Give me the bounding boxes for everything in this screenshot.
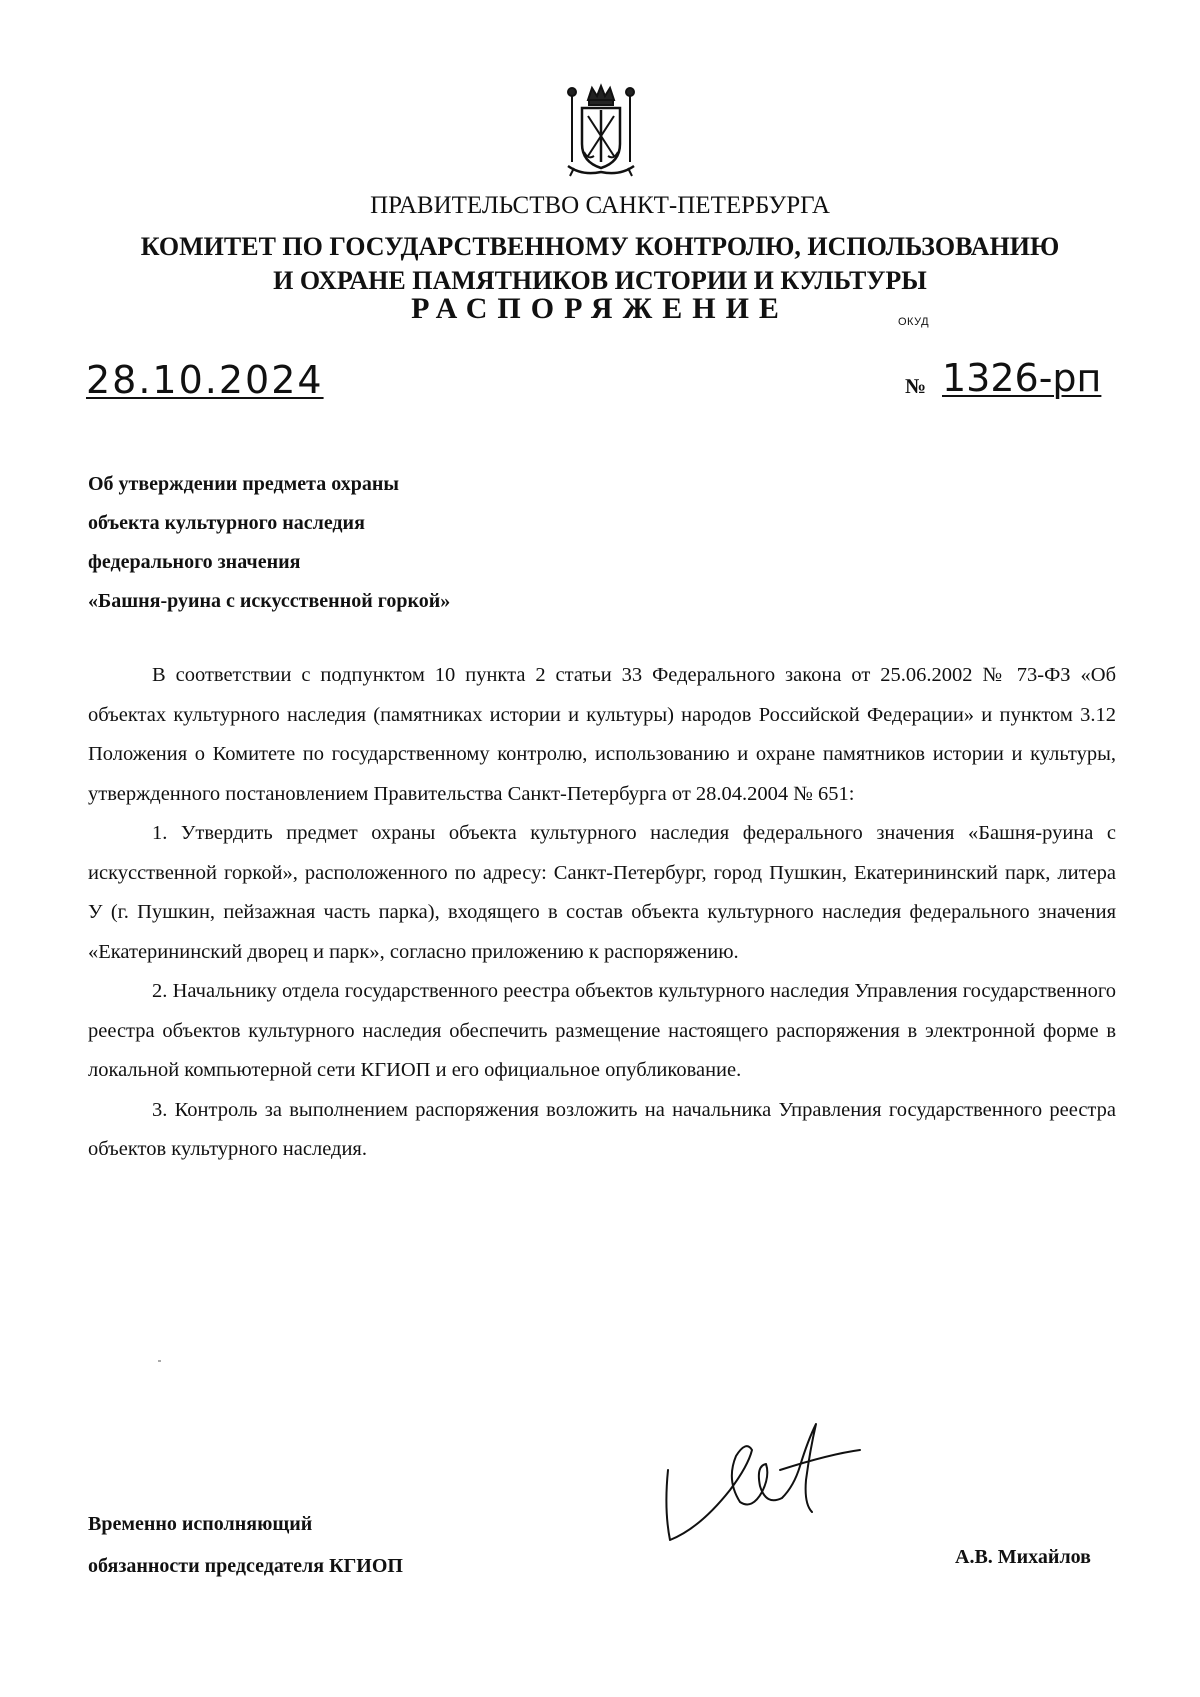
document-type: РАСПОРЯЖЕНИЕ [411, 292, 789, 325]
committee-name [0, 230, 1200, 298]
government-name: ПРАВИТЕЛЬСТВО САНКТ-ПЕТЕРБУРГА [370, 192, 830, 219]
subject-line: Об утверждении предмета охраны [88, 473, 399, 495]
coat-of-arms-icon [562, 82, 640, 178]
document-number: 1326-рп [942, 356, 1102, 400]
signatory-title [88, 1503, 403, 1587]
okud-label: ОКУД [898, 316, 930, 328]
signatory-name: А.В. Михайлов [955, 1546, 1091, 1568]
subject-line: «Башня-руина с искусственной горкой» [88, 590, 451, 612]
number-label: № [905, 374, 927, 398]
subject-line: федерального значения [88, 551, 301, 573]
committee-name-line2: И ОХРАНЕ ПАМЯТНИКОВ ИСТОРИИ И КУЛЬТУРЫ [273, 266, 927, 295]
document-body [88, 656, 1116, 1170]
signatory-title-line2: обязанности председателя КГИОП [88, 1555, 403, 1577]
document-date: 28.10.2024 [86, 358, 324, 402]
handwritten-signature [660, 1410, 890, 1560]
preamble-paragraph: В соответствии с подпунктом 10 пункта 2 статьи 33 Федерального закона от 25.06.2002 № 73-ФЗ «Об объектах культурного наследия (памятниках истории и культуры) народов Российской Федерации» и пунктом 3.12 Положения о Комитете по государственному контролю, использованию и охране памятников истории и культуры, утвержденного постановлением Правительства Санкт-Петербурга от 28.04.2004 № 651: [88, 664, 1116, 805]
committee-name-line1: КОМИТЕТ ПО ГОСУДАРСТВЕННОМУ КОНТРОЛЮ, ИСПОЛЬЗОВАНИЮ [140, 232, 1060, 261]
signatory-title-line1: Временно исполняющий [88, 1513, 313, 1535]
item-3-paragraph: 3. Контроль за выполнением распоряжения возложить на начальника Управления государственного реестра объектов культурного наследия. [88, 1098, 1116, 1160]
subject-line: объекта культурного наследия [88, 512, 365, 534]
scan-speck [158, 1360, 161, 1362]
item-1-paragraph: 1. Утвердить предмет охраны объекта культурного наследия федерального значения «Башня-руина с искусственной горкой», расположенного по адресу: Санкт-Петербург, город Пушкин, Екатерининский парк, литера У (г. Пушкин, пейзажная часть парка), входящего в состав объекта культурного наследия федерального значения «Екатерининский дворец и парк», согласно приложению к распоряжению. [88, 822, 1116, 963]
document-subject [88, 465, 450, 621]
item-2-paragraph: 2. Начальнику отдела государственного реестра объектов культурного наследия Управления государственного реестра объектов культурного наследия обеспечить размещение настоящего распоряжения в электронной форме в локальной компьютерной сети КГИОП и его официальное опубликование. [88, 980, 1116, 1081]
